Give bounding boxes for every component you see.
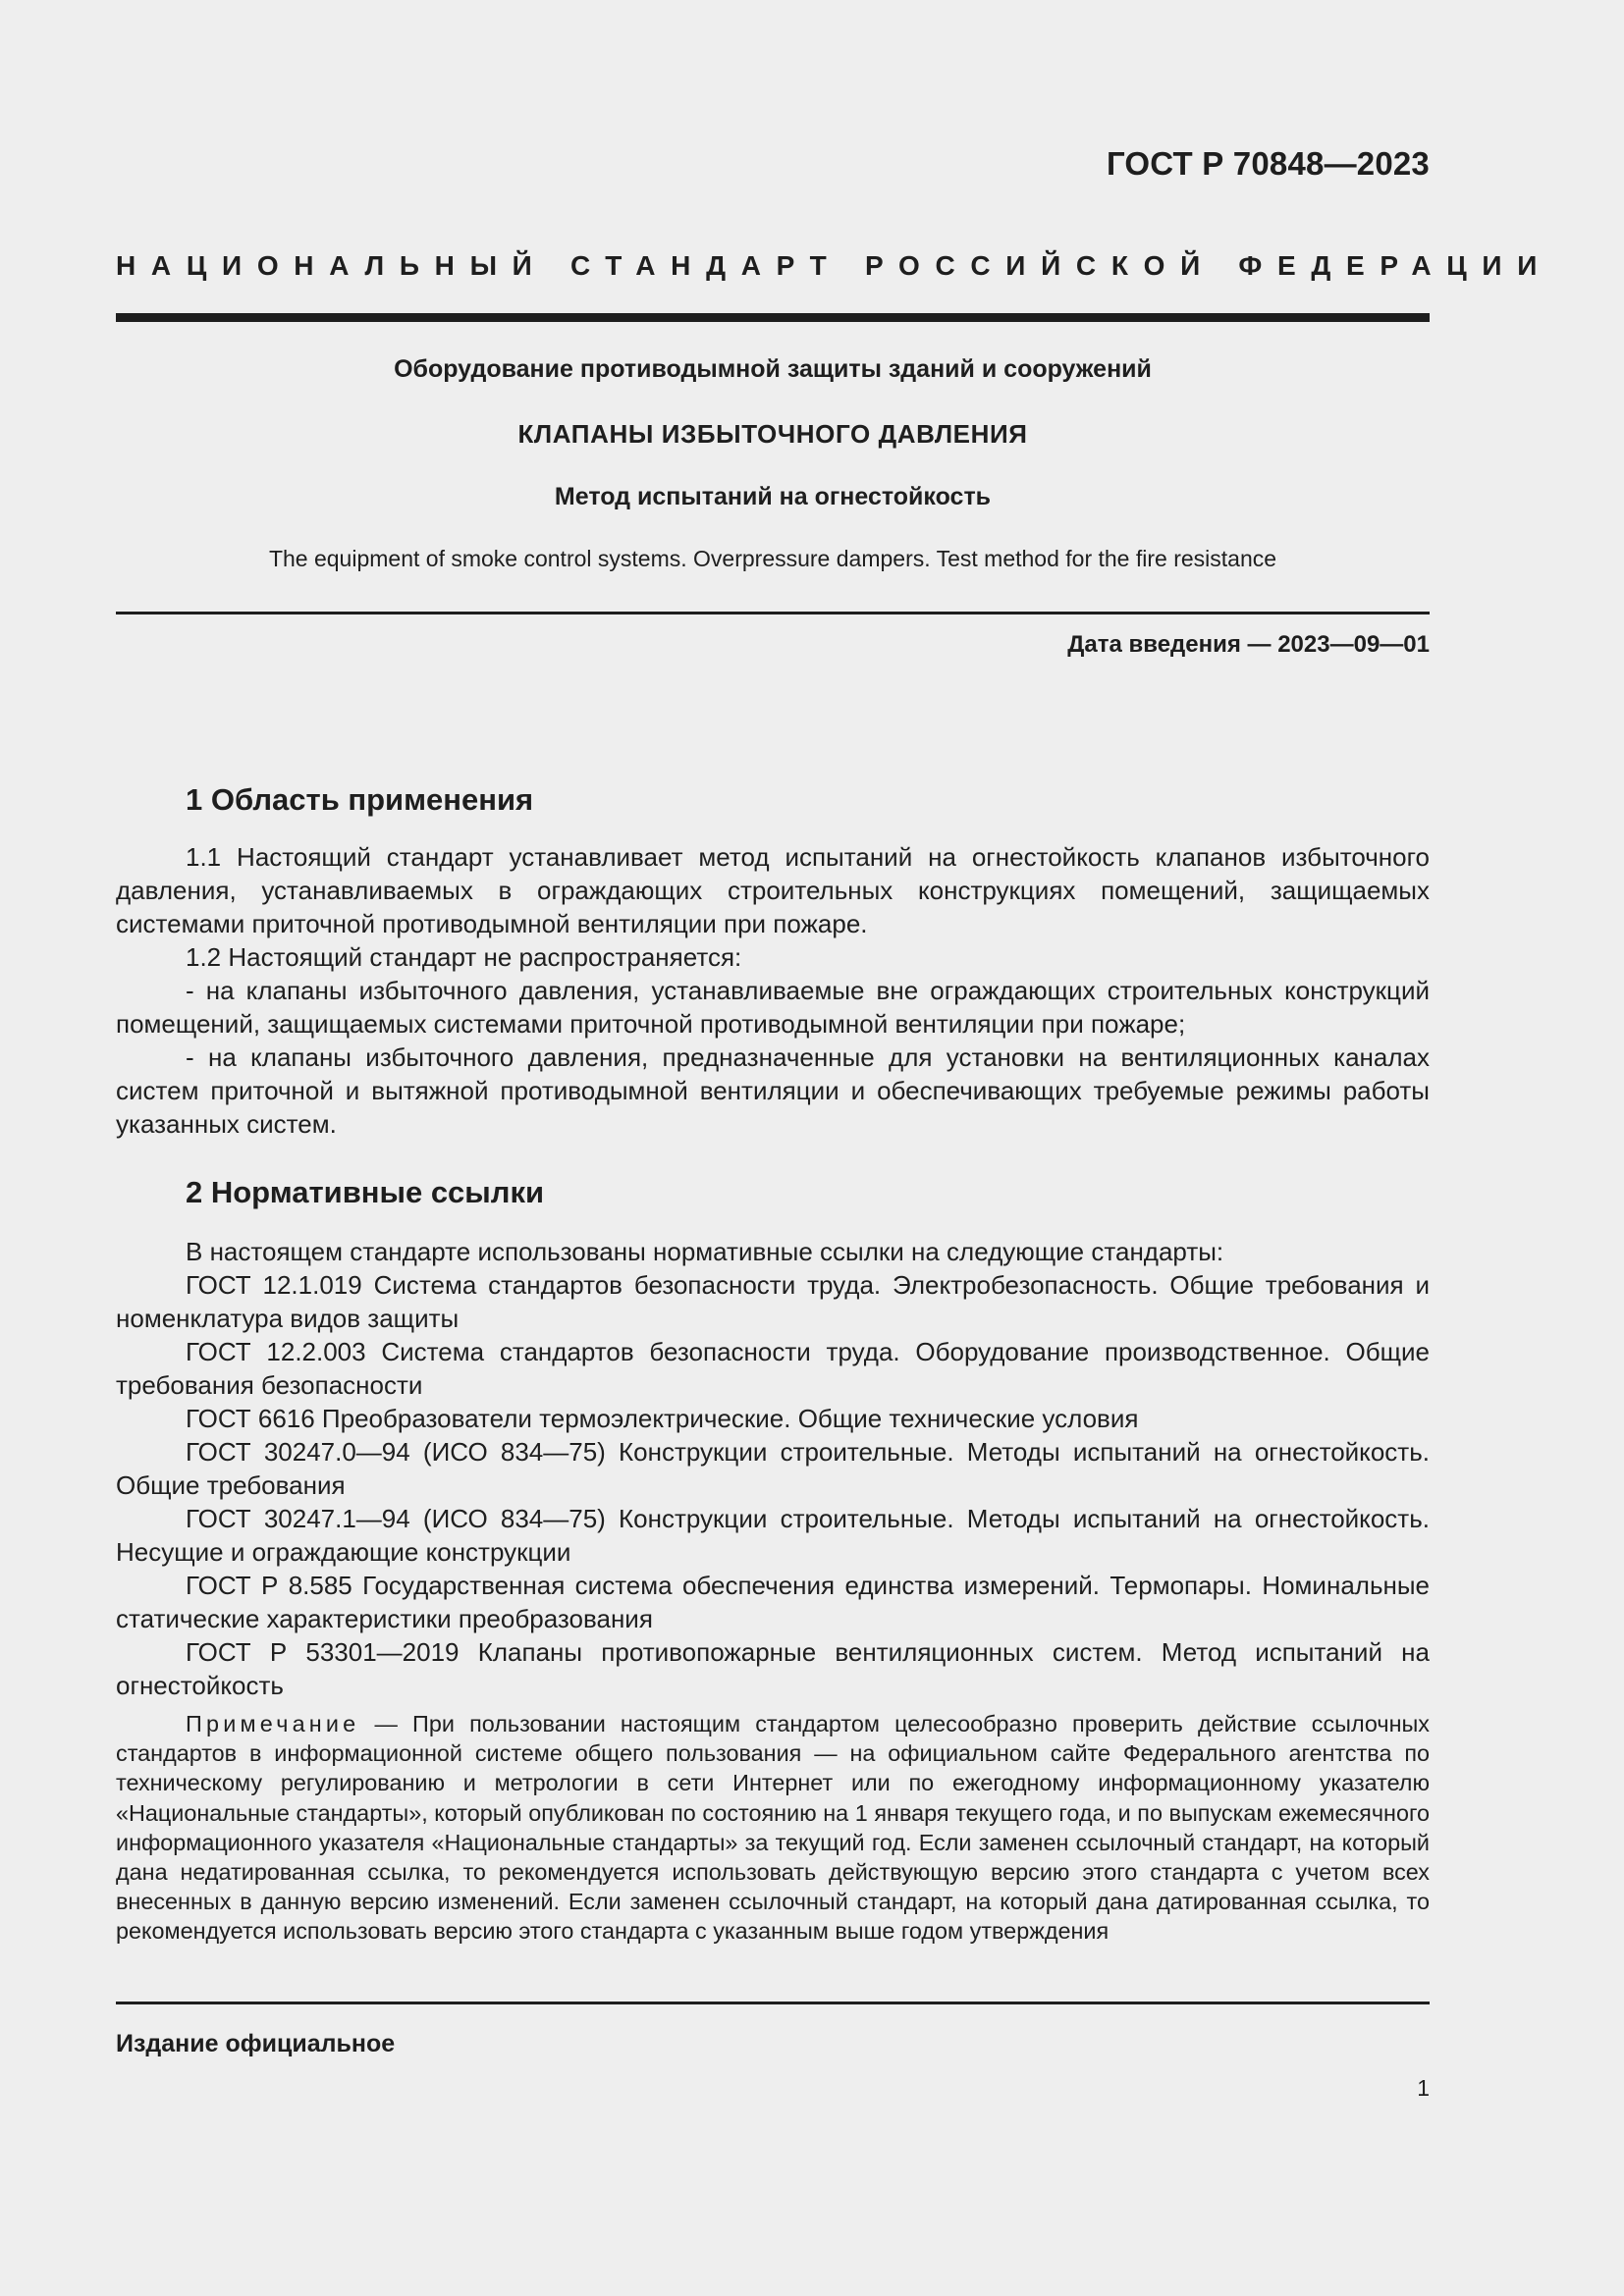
reference-item: ГОСТ Р 8.585 Государственная система обеспечения единства измерений. Термопары. Номинальные статические характеристики преобразования <box>116 1571 1430 1633</box>
document-title: КЛАПАНЫ ИЗБЫТОЧНОГО ДАВЛЕНИЯ <box>517 419 1028 449</box>
document-page <box>116 0 1553 2296</box>
header-thick-rule <box>116 313 1430 322</box>
section-1-heading: 1 Область применения <box>186 782 534 817</box>
english-title: The equipment of smoke control systems. Overpressure dampers. Test method for the fire resistance <box>268 546 1277 571</box>
note-text: — При пользовании настоящим стандартом целесообразно проверить действие ссылочных стандартов в информационной системе общего пользования — на официальном сайте Федерального агентства по техническому регулированию и метрологии в сети Интернет или по ежегодному информационному указателю «Национальные стандарты», который опубликован по состоянию на 1 января текущего года, и по выпускам ежемесячного информационного указателя «Национальные стандарты» за текущий год. Если заменен ссылочный стандарт, на который дана недатированная ссылка, то рекомендуется использовать действующую версию этого стандарта с учетом всех внесенных в данную версию изменений. Если заменен ссылочный стандарт, на который дана датированная ссылка, то рекомендуется использовать версию этого стандарта с указанным выше годом утверждения <box>116 1711 1430 1945</box>
section-2-body <box>116 1235 1430 1702</box>
page-number: 1 <box>1417 2075 1430 2101</box>
footer-rule <box>116 2002 1430 2004</box>
introduction-date: Дата введения — 2023—09—01 <box>1067 631 1430 658</box>
paragraph: 1.2 Настоящий стандарт не распространяется: <box>186 942 742 972</box>
paragraph: 1.1 Настоящий стандарт устанавливает метод испытаний на огнестойкость клапанов избыточного давления, устанавливаемых в ограждающих строительных конструкциях помещений, защищаемых системами приточной противодымной вентиляции при пожаре. <box>116 842 1430 938</box>
note-label: Примечание <box>186 1711 360 1736</box>
note-block <box>116 1709 1430 1947</box>
reference-item: ГОСТ 30247.1—94 (ИСО 834—75) Конструкции строительные. Методы испытаний на огнестойкость. Несущие и ограждающие конструкции <box>116 1504 1430 1567</box>
section-1-body <box>116 840 1430 1141</box>
reference-item: ГОСТ 12.1.019 Система стандартов безопасности труда. Электробезопасность. Общие требования и номенклатура видов защиты <box>116 1270 1430 1333</box>
reference-item: ГОСТ 12.2.003 Система стандартов безопасности труда. Оборудование производственное. Общие требования безопасности <box>116 1337 1430 1400</box>
document-number: ГОСТ Р 70848—2023 <box>1106 145 1430 182</box>
document-method: Метод испытаний на огнестойкость <box>554 483 992 510</box>
official-edition-label: Издание официальное <box>116 2030 396 2057</box>
reference-item: ГОСТ 6616 Преобразователи термоэлектрические. Общие технические условия <box>186 1404 1139 1433</box>
reference-item: ГОСТ 30247.0—94 (ИСО 834—75) Конструкции строительные. Методы испытаний на огнестойкость. Общие требования <box>116 1437 1430 1500</box>
section-2-heading: 2 Нормативные ссылки <box>186 1175 545 1209</box>
reference-item: ГОСТ Р 53301—2019 Клапаны противопожарные вентиляционных систем. Метод испытаний на огнестойкость <box>116 1637 1430 1700</box>
list-item: - на клапаны избыточного давления, устанавливаемые вне ограждающих строительных конструкций помещений, защищаемых системами приточной противодымной вентиляции при пожаре; <box>116 976 1430 1039</box>
national-standard-banner: НАЦИОНАЛЬНЫЙ СТАНДАРТ РОССИЙСКОЙ ФЕДЕРАЦИИ <box>116 250 1553 281</box>
list-item: - на клапаны избыточного давления, предназначенные для установки на вентиляционных каналах систем приточной и вытяжной противодымной вентиляции и обеспечивающих требуемые режимы работы указанных систем. <box>116 1042 1430 1139</box>
paragraph: В настоящем стандарте использованы нормативные ссылки на следующие стандарты: <box>186 1237 1224 1266</box>
title-bottom-rule <box>116 612 1430 614</box>
document-subtitle: Оборудование противодымной защиты зданий и сооружений <box>394 355 1152 383</box>
